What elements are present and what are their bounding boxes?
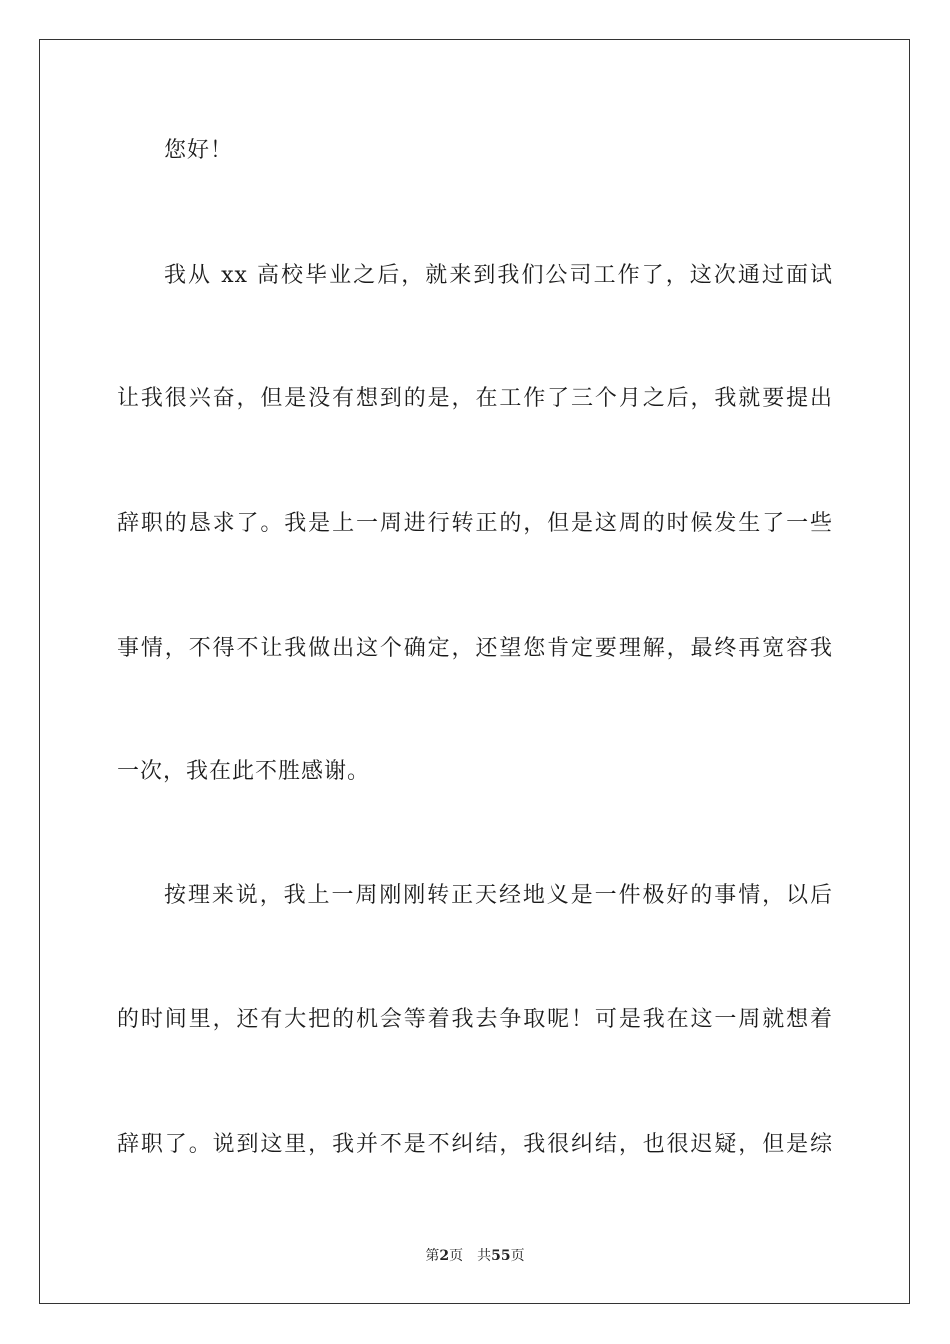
- total-suffix: 页: [510, 1248, 525, 1264]
- paragraph-1-line-3: 辞职的恳求了。我是上一周进行转正的，但是这周的时候发生了一些: [117, 511, 833, 536]
- page-footer: [0, 1247, 950, 1265]
- page-suffix: 页: [449, 1248, 464, 1264]
- total-pages: 55: [491, 1248, 511, 1264]
- paragraph-1-line-1: 我从 xx 高校毕业之后，就来到我们公司工作了，这次通过面试: [164, 263, 833, 288]
- paragraph-2-line-3: 辞职了。说到这里，我并不是不纠结，我很纠结，也很迟疑，但是综: [117, 1132, 833, 1157]
- page-number: 2: [439, 1248, 450, 1264]
- total-prefix: 共: [477, 1248, 492, 1264]
- greeting-line: 您好！: [164, 138, 234, 163]
- page-prefix: 第: [425, 1248, 440, 1264]
- page-border: [39, 39, 910, 1304]
- paragraph-1-line-2: 让我很兴奋，但是没有想到的是，在工作了三个月之后，我就要提出: [117, 386, 833, 411]
- paragraph-1-line-5: 一次，我在此不胜感谢。: [117, 759, 371, 784]
- paragraph-2-line-1: 按理来说，我上一周刚刚转正天经地义是一件极好的事情，以后: [164, 883, 833, 908]
- paragraph-1-line-4: 事情，不得不让我做出这个确定，还望您肯定要理解，最终再宽容我: [117, 636, 833, 661]
- paragraph-2-line-2: 的时间里，还有大把的机会等着我去争取呢！可是我在这一周就想着: [117, 1007, 833, 1032]
